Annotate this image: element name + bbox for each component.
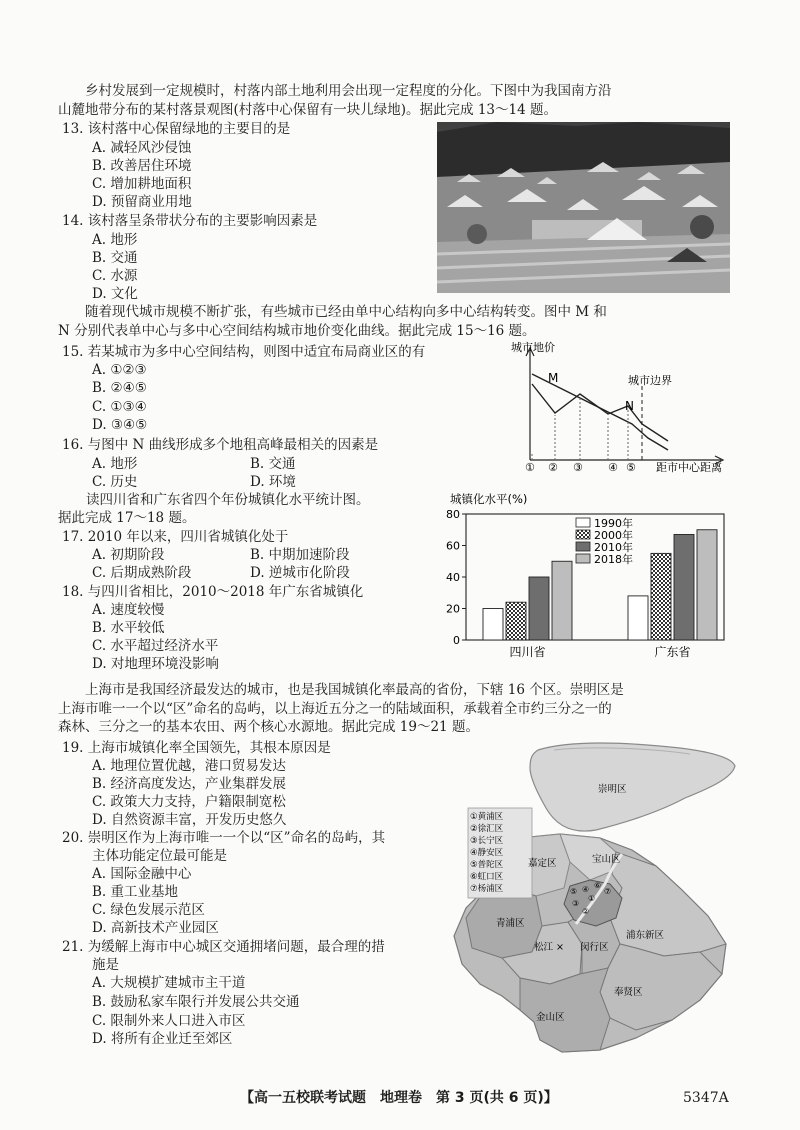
bar-1-2	[674, 534, 694, 640]
q18-stem: 18. 与四川省相比，2010～2018 年广东省城镇化	[62, 584, 364, 600]
urban-ylabel: 城镇化水平(%)	[450, 492, 528, 506]
urban-ytick-label: 0	[453, 634, 460, 647]
tick-1: ①	[525, 461, 535, 474]
tick-4: ④	[608, 461, 618, 474]
city-boundary-label: 城市边界	[628, 374, 672, 387]
center-num-4: ④	[582, 885, 590, 894]
bar-1-0	[628, 596, 648, 640]
label-qingpu: 青浦区	[496, 918, 525, 929]
q15-stem: 15. 若某城市为多中心空间结构，则图中适宜布局商业区的有	[62, 344, 426, 360]
center-num-1: ①	[588, 894, 596, 903]
q13-option-b[interactable]: B. 改善居住环境	[92, 158, 192, 174]
q15-option-c[interactable]: C. ①③④	[92, 399, 147, 415]
bar-1-3	[697, 530, 717, 640]
center-num-5: ⑤	[570, 887, 578, 896]
map-legend-1: ①黄浦区	[470, 812, 504, 822]
land-ylabel: 城市地价	[511, 341, 555, 354]
q21-stem-line2: 施是	[92, 957, 119, 973]
center-num-6: ⑥	[594, 881, 602, 890]
curve-n	[532, 384, 668, 441]
intro-13-14	[58, 82, 738, 119]
intro-15-16-line1: 随着现代城市规模不断扩张，有些城市已经由单中心结构向多中心结构转变。图中 M 和	[85, 304, 607, 320]
q13-stem: 13. 该村落中心保留绿地的主要目的是	[62, 121, 291, 137]
label-fengxian: 奉贤区	[614, 987, 643, 998]
q18-option-d[interactable]: D. 对地理环境没影响	[92, 656, 219, 672]
q19-option-b[interactable]: B. 经济高度发达，产业集群发展	[92, 776, 287, 792]
q13-option-c[interactable]: C. 增加耕地面积	[92, 176, 192, 192]
q20-stem-line2: 主体功能定位最可能是	[92, 848, 227, 864]
intro-19-21-line1: 上海市是我国经济最发达的城市，也是我国城镇化率最高的省份，下辖 16 个区。崇明区是	[85, 682, 624, 698]
urban-legend-swatch	[576, 518, 590, 527]
q21-option-a[interactable]: A. 大规模扩建城市主干道	[92, 975, 246, 991]
q13-option-d[interactable]: D. 预留商业用地	[92, 194, 192, 210]
intro-13-14-line1: 乡村发展到一定规模时，村落内部土地利用会出现一定程度的分化。下图中为我国南方沿	[85, 83, 612, 99]
bar-0-0	[483, 609, 503, 641]
q14-option-d[interactable]: D. 文化	[92, 286, 138, 302]
jinshan-region	[520, 968, 610, 1052]
q15-option-d[interactable]: D. ③④⑤	[92, 417, 148, 433]
intro-19-21-line2: 上海市唯一一个以“区”命名的岛屿，以上海近五分之一的陆域面积，承载着全市约三分之一的	[58, 700, 612, 717]
bar-0-3	[552, 561, 572, 640]
q18-option-b[interactable]: B. 水平较低	[92, 620, 165, 636]
map-legend-4: ④静安区	[470, 848, 504, 858]
urban-legend-swatch	[576, 542, 590, 551]
q16-option-d[interactable]: D. 环境	[250, 474, 296, 490]
urban-legend-label: 2018年	[594, 553, 633, 566]
center-num-2: ②	[582, 907, 590, 916]
center-num-7: ⑦	[604, 887, 612, 896]
q20-stem-line1: 20. 崇明区作为上海市唯一一个以“区”命名的岛屿，其	[62, 830, 386, 846]
q17-stem: 17. 2010 年以来，四川省城镇化处于	[62, 529, 289, 545]
shanghai-map	[450, 738, 740, 1056]
q14-option-b[interactable]: B. 交通	[92, 250, 138, 266]
q21-option-c[interactable]: C. 限制外来人口进入市区	[92, 1013, 246, 1029]
q15-option-a[interactable]: A. ①②③	[92, 362, 147, 378]
intro-13-14-line2: 山麓地带分布的某村落景观图(村落中心保留有一块儿绿地)。据此完成 13～14 题。	[58, 101, 557, 118]
map-legend-7: ⑦杨浦区	[470, 884, 504, 894]
q16-option-a[interactable]: A. 地形	[92, 456, 138, 472]
label-jiading: 嘉定区	[528, 858, 557, 869]
village-photo	[437, 122, 730, 293]
q17-option-b[interactable]: B. 中期加速阶段	[250, 547, 350, 563]
intro-17-18-line1: 读四川省和广东省四个年份城镇化水平统计图。	[86, 492, 370, 508]
intro-19-21	[58, 681, 746, 737]
q16-stem: 16. 与图中 N 曲线形成多个地租高峰最相关的因素是	[62, 437, 379, 453]
q14-option-a[interactable]: A. 地形	[92, 232, 138, 248]
urban-ytick-label: 40	[446, 571, 460, 584]
map-legend-3: ③长宁区	[470, 836, 504, 846]
urban-legend-swatch	[576, 554, 590, 563]
label-chongming: 崇明区	[598, 784, 627, 795]
footer-title: 【高一五校联考试题 地理卷 第 3 页(共 6 页)】	[240, 1090, 558, 1106]
q21-stem-line1: 21. 为缓解上海市中心城区交通拥堵问题，最合理的措	[62, 939, 385, 955]
land-xlabel: 距市中心距离	[656, 461, 722, 474]
tick-5: ⑤	[626, 461, 636, 474]
intro-19-21-line3: 森林、三分之一的基本农田、两个核心水源地。据此完成 19～21 题。	[58, 719, 479, 736]
q18-option-c[interactable]: C. 水平超过经济水平	[92, 638, 219, 654]
label-baoshan: 宝山区	[592, 854, 621, 865]
map-legend-6: ⑥虹口区	[470, 872, 504, 882]
q16-option-c[interactable]: C. 历史	[92, 474, 138, 490]
urban-legend-swatch	[576, 530, 590, 539]
land-value-chart	[508, 340, 733, 478]
curve-m-label: M	[548, 371, 559, 385]
urbanization-bar-chart	[445, 490, 735, 668]
map-legend-5: ⑤普陀区	[470, 860, 504, 870]
q15-option-b[interactable]: B. ②④⑤	[92, 380, 147, 396]
urban-category-label: 广东省	[654, 645, 691, 659]
label-songjiang: 松江 ×	[534, 942, 564, 953]
bar-0-2	[529, 577, 549, 640]
urban-ytick-label: 80	[446, 508, 460, 521]
tick-2: ②	[548, 461, 558, 474]
q13-option-a[interactable]: A. 减轻风沙侵蚀	[92, 140, 192, 156]
q14-option-c[interactable]: C. 水源	[92, 268, 138, 284]
curve-n-label: N	[625, 399, 634, 413]
bar-0-1	[506, 602, 526, 640]
urban-legend-label: 2010年	[594, 541, 633, 554]
label-minhang: 闵行区	[580, 942, 609, 953]
intro-17-18-line2: 据此完成 17～18 题。	[58, 510, 196, 526]
center-num-3: ③	[572, 899, 580, 908]
label-jinshan: 金山区	[536, 1012, 565, 1023]
urban-category-label: 四川省	[509, 645, 546, 659]
footer-code: 5347A	[683, 1090, 729, 1106]
q17-option-d[interactable]: D. 逆城市化阶段	[250, 565, 350, 581]
q18-option-a[interactable]: A. 速度较慢	[92, 602, 165, 618]
q19-option-a[interactable]: A. 地理位置优越，港口贸易发达	[92, 758, 286, 774]
urban-legend-label: 2000年	[594, 529, 633, 542]
q19-option-c[interactable]: C. 政策大力支持，户籍限制宽松	[92, 794, 286, 810]
q19-option-d[interactable]: D. 自然资源丰富，开发历史悠久	[92, 812, 287, 828]
urban-ytick-label: 60	[446, 539, 460, 553]
q14-stem: 14. 该村落呈条带状分布的主要影响因素是	[62, 213, 318, 229]
q21-option-d[interactable]: D. 将所有企业迁至郊区	[92, 1031, 233, 1047]
chongming-island	[530, 743, 735, 831]
q20-option-a[interactable]: A. 国际金融中心	[92, 866, 192, 882]
q21-option-b[interactable]: B. 鼓励私家车限行并发展公共交通	[92, 994, 300, 1010]
q17-option-c[interactable]: C. 后期成熟阶段	[92, 565, 192, 581]
q17-option-a[interactable]: A. 初期阶段	[92, 547, 165, 563]
intro-15-16-line2: N 分别代表单中心与多中心空间结构城市地价变化曲线。据此完成 15～16 题。	[58, 322, 536, 339]
q19-stem: 19. 上海市城镇化率全国领先，其根本原因是	[62, 740, 331, 756]
map-legend-2: ②徐汇区	[470, 824, 504, 834]
q20-option-b[interactable]: B. 重工业基地	[92, 884, 179, 900]
label-pudong: 浦东新区	[626, 930, 665, 941]
q16-option-b[interactable]: B. 交通	[250, 456, 296, 472]
intro-15-16	[58, 303, 738, 340]
bar-1-1	[651, 553, 671, 640]
tick-3: ③	[573, 461, 583, 474]
urban-legend-label: 1990年	[594, 517, 633, 530]
q20-option-d[interactable]: D. 高新技术产业园区	[92, 920, 219, 936]
q20-option-c[interactable]: C. 绿色发展示范区	[92, 902, 205, 918]
urban-ytick-label: 20	[446, 602, 460, 616]
